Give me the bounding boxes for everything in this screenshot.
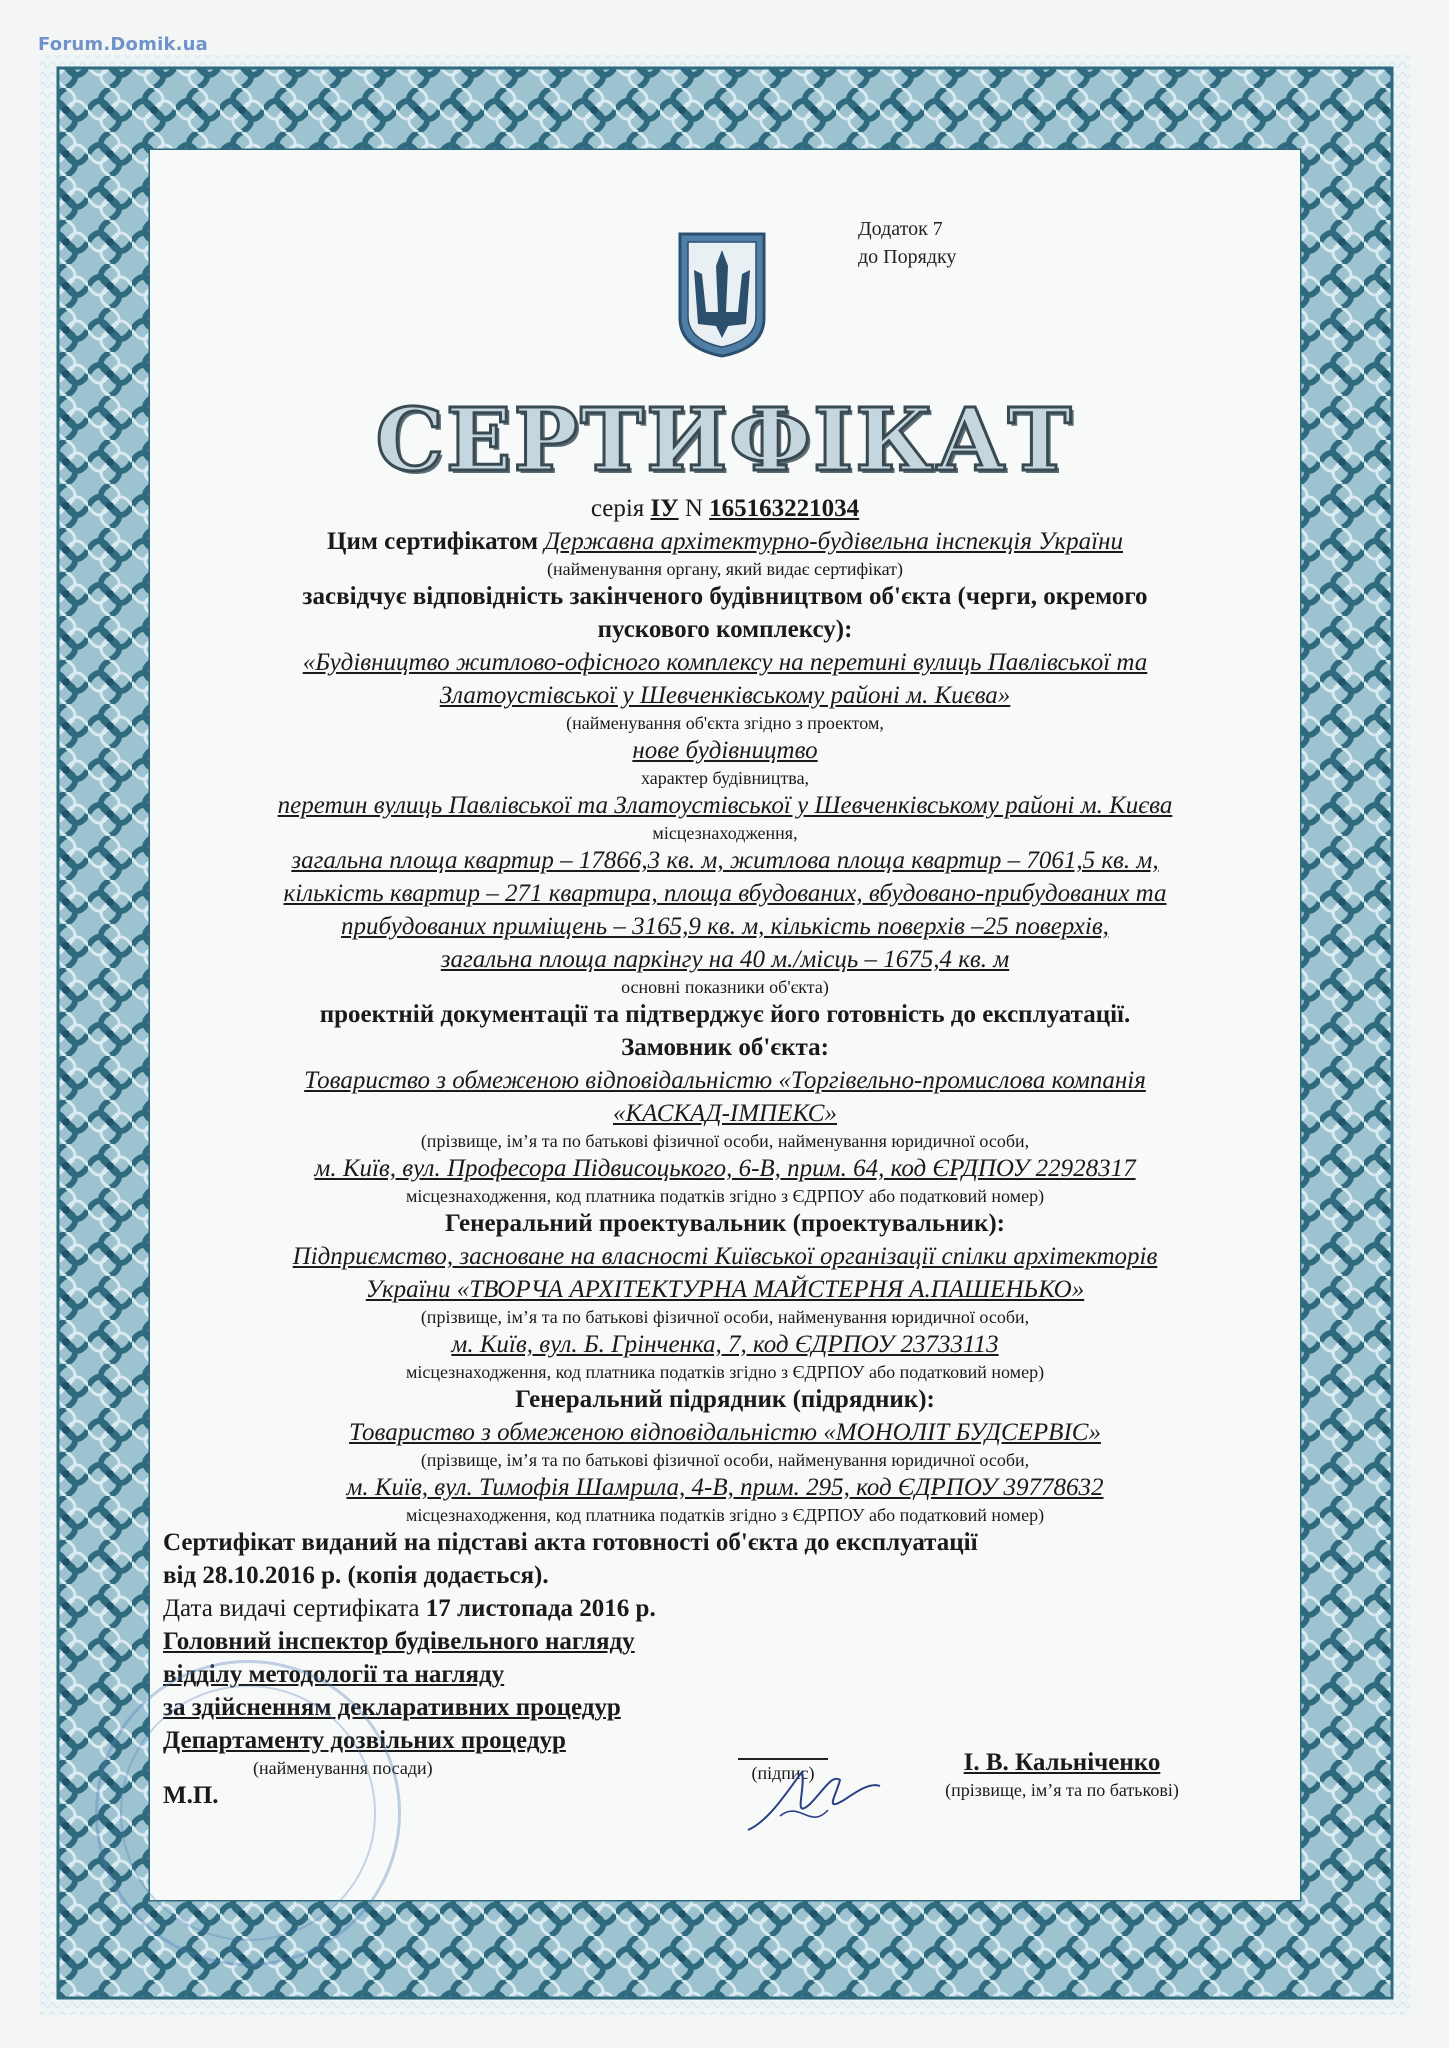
object-location-caption: місцезнаходження, — [652, 823, 798, 843]
issue-date-label: Дата видачі сертифіката — [163, 1595, 420, 1622]
issue-date-value: 17 листопада 2016 р. — [425, 1595, 656, 1622]
series-label: серія — [590, 495, 645, 522]
handwritten-signature — [740, 1760, 890, 1850]
seal-mark: М.П. — [163, 1782, 219, 1809]
designer-caption-1: (прізвище, ім’я та по батькові фізичної особи, найменування юридичної особи, — [420, 1307, 1030, 1327]
designer-caption-2: місцезнаходження, код платника податків згідно з ЄДРПОУ або податковий номер) — [405, 1362, 1045, 1382]
series-value: ІУ — [650, 495, 679, 522]
customer-name-line-2: «КАСКАД-ІМПЕКС» — [613, 1100, 837, 1127]
contractor-heading: Генеральний підрядник (підрядник): — [515, 1386, 935, 1413]
customer-heading: Замовник об'єкта: — [621, 1034, 829, 1061]
contractor-caption-1: (прізвище, ім’я та по батькові фізичної особи, найменування юридичної особи, — [420, 1450, 1030, 1470]
issuer-line — [150, 525, 1300, 558]
addendum-note — [858, 215, 956, 271]
issue-date-line — [163, 1592, 1300, 1625]
object-location: перетин вулиць Павлівської та Златоустівської у Шевченківському районі м. Києва — [277, 792, 1173, 819]
position-line-2: відділу методології та нагляду — [163, 1661, 505, 1688]
series-n-label: N — [684, 495, 703, 522]
construction-nature: нове будівництво — [632, 737, 818, 764]
certifies-line-1: засвідчує відповідність закінченого будівництвом об'єкта (черги, окремого — [302, 583, 1148, 610]
watermark: Forum.Domik.ua — [38, 34, 209, 55]
designer-name-line-2: України «ТВОРЧА АРХІТЕКТУРНА МАЙСТЕРНЯ А.ПАШЕНЬКО» — [365, 1276, 1085, 1303]
signer-block — [892, 1746, 1232, 1801]
designer-heading: Генеральний проектувальник (проектувальник): — [444, 1210, 1006, 1237]
contractor-address: м. Київ, вул. Тимофія Шамрила, 4-В, прим. 295, код ЄДРПОУ 39778632 — [346, 1474, 1104, 1501]
customer-name-line-1: Товариство з обмеженою відповідальністю «Торгівельно-промислова компанія — [304, 1067, 1146, 1094]
object-name-line-1: «Будівництво житлово-офісного комплексу на перетині вулиць Павлівської та — [302, 649, 1148, 676]
indicators-caption: основні показники об'єкта) — [621, 977, 829, 997]
designer-address: м. Київ, вул. Б. Грінченка, 7, код ЄДРПОУ 23733113 — [451, 1331, 999, 1358]
contractor-name: Товариство з обмеженою відповідальністю «МОНОЛІТ БУДСЕРВІС» — [349, 1419, 1101, 1446]
addendum-line-2: до Порядку — [858, 246, 957, 268]
basis-line-1: Сертифікат виданий на підставі акта готовності об'єкта до експлуатації — [163, 1529, 978, 1556]
contractor-caption-2: місцезнаходження, код платника податків згідно з ЄДРПОУ або податковий номер) — [405, 1505, 1045, 1525]
series-number: 165163221034 — [709, 495, 860, 522]
official-seal-stamp — [95, 1660, 401, 1966]
certificate-title: СЕРТИФІКАТ — [375, 390, 1074, 491]
trident-emblem-icon — [676, 230, 768, 360]
customer-address: м. Київ, вул. Професора Підвисоцького, 6-В, прим. 64, код ЄРДПОУ 22928317 — [314, 1155, 1136, 1182]
position-line-3: за здійсненням декларативних процедур — [163, 1694, 621, 1721]
position-caption: (найменування посади) — [253, 1758, 433, 1778]
signature-caption: (підпис) — [751, 1763, 815, 1783]
indicator-line-4: загальна площа паркінгу на 40 м./місць – 1675,4 кв. м — [440, 946, 1010, 973]
issuer-caption: (найменування органу, який видає сертифікат) — [546, 559, 904, 579]
addendum-line-1: Додаток 7 — [858, 218, 943, 240]
series-line — [150, 492, 1300, 525]
customer-caption-1: (прізвище, ім’я та по батькові фізичної особи, найменування юридичної особи, — [420, 1131, 1030, 1151]
issuer-prefix: Цим сертифікатом — [327, 528, 539, 555]
position-line-1: Головний інспектор будівельного нагляду — [163, 1628, 635, 1655]
position-line-4: Департаменту дозвільних процедур — [163, 1727, 566, 1754]
basis-line-2: від 28.10.2016 р. (копія додається). — [163, 1562, 549, 1589]
indicator-line-3: прибудованих приміщень – 3165,9 кв. м, кількість поверхів –25 поверхів, — [341, 913, 1109, 940]
object-caption: (найменування об'єкта згідно з проектом, — [566, 713, 884, 733]
issuer-name: Державна архітектурно-будівельна інспекція України — [544, 528, 1123, 555]
signer-caption: (прізвище, ім’я та по батькові) — [945, 1780, 1179, 1800]
signer-name: І. В. Кальніченко — [963, 1749, 1161, 1776]
indicator-line-2: кількість квартир – 271 квартира, площа вбудованих, вбудовано-прибудованих та — [283, 880, 1167, 907]
certifies-line-2: пускового комплексу): — [597, 616, 853, 643]
conformity-statement: проектній документації та підтверджує його готовність до експлуатації. — [319, 1001, 1131, 1028]
customer-caption-2: місцезнаходження, код платника податків згідно з ЄДРПОУ або податковий номер) — [405, 1186, 1045, 1206]
object-name-line-2: Златоустівської у Шевченківському районі м. Києва» — [439, 682, 1011, 709]
indicator-line-1: загальна площа квартир – 17866,3 кв. м, житлова площа квартир – 7061,5 кв. м, — [291, 847, 1159, 874]
designer-name-line-1: Підприємство, засноване на власності Київської організації спілки архітекторів — [292, 1243, 1158, 1270]
certificate-content — [150, 492, 1300, 1824]
construction-nature-caption: характер будівництва, — [640, 768, 810, 788]
